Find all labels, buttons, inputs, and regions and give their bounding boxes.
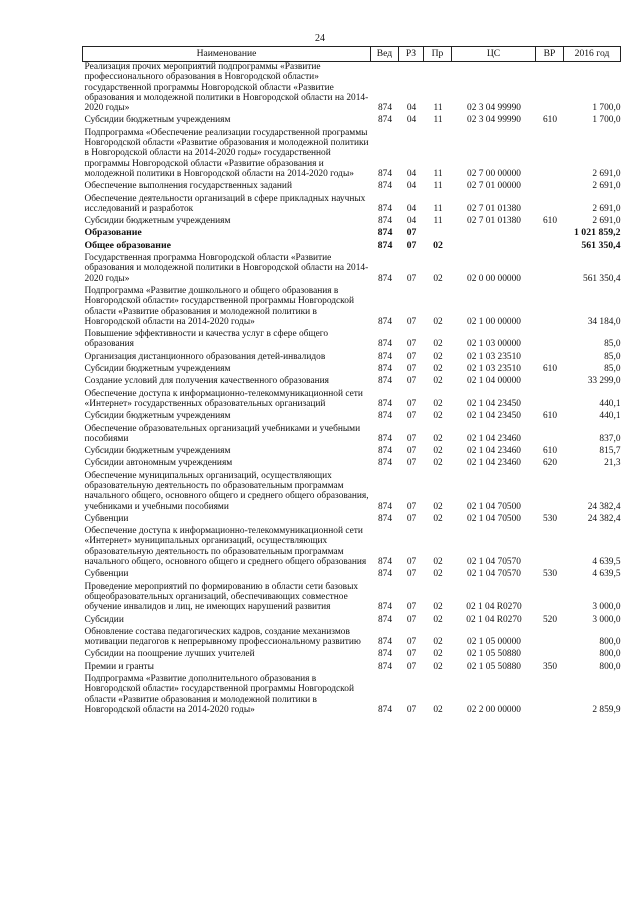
cell-ved: 874 — [377, 316, 393, 327]
cell-pr: 02 — [433, 569, 443, 580]
table-row — [83, 352, 621, 364]
table-row — [83, 674, 621, 717]
cell-vr — [536, 352, 564, 364]
cell-name: Субсидии бюджетным учреждениям — [84, 364, 231, 375]
cell-sum: 33 299,0 — [587, 376, 621, 387]
cell-cs: 02 7 01 00000 — [467, 181, 521, 192]
cell-cs: 02 1 05 50880 — [467, 649, 521, 660]
cell-name: Субсидии автономным учреждениям — [84, 458, 233, 469]
cell-vr: 530 — [542, 569, 558, 580]
cell-name: Субсидии на поощрение лучших учителей — [84, 649, 255, 660]
table-row — [83, 471, 621, 514]
cell-rz: 07 — [406, 339, 417, 350]
table-row — [83, 376, 621, 388]
cell-sum: 2 691,0 — [592, 168, 621, 179]
cell-ved: 874 — [377, 203, 393, 214]
table-row — [83, 458, 621, 470]
cell-name: Субсидии бюджетным учреждениям — [84, 411, 231, 422]
cell-vr — [536, 241, 564, 253]
cell-rz: 07 — [406, 273, 417, 284]
cell-sum: 4 639,5 — [592, 569, 621, 580]
cell-pr: 02 — [433, 602, 443, 613]
cell-vr: 520 — [542, 614, 558, 625]
cell-name: Обеспечение выполнения государственных заданий — [84, 181, 292, 192]
cell-pr: 11 — [433, 216, 443, 227]
table-row — [83, 389, 621, 412]
cell-sum: 24 382,4 — [587, 513, 621, 524]
cell-rz: 07 — [406, 501, 417, 512]
cell-ved: 874 — [377, 239, 393, 251]
cell-sum: 85,0 — [604, 339, 621, 350]
cell-ved: 874 — [377, 446, 393, 457]
cell-vr — [536, 471, 564, 514]
cell-sum: 800,0 — [599, 637, 621, 648]
cell-ved: 874 — [377, 637, 393, 648]
table-body — [83, 62, 621, 718]
cell-pr: 11 — [433, 115, 443, 126]
cell-ved: 874 — [377, 704, 393, 715]
cell-cs: 02 0 00 00000 — [467, 273, 521, 284]
cell-cs: 02 1 03 23510 — [467, 351, 521, 362]
cell-pr: 02 — [433, 501, 443, 512]
table-row — [83, 411, 621, 423]
cell-vr — [536, 424, 564, 447]
cell-pr: 02 — [433, 364, 443, 375]
cell-ved: 874 — [377, 103, 393, 114]
cell-pr: 02 — [433, 557, 443, 568]
cell-vr — [536, 286, 564, 329]
cell-pr: 02 — [433, 649, 443, 660]
cell-pr: 02 — [433, 239, 443, 251]
cell-rz: 07 — [406, 316, 417, 327]
table-row — [83, 194, 621, 217]
cell-cs: 02 1 04 23460 — [467, 446, 521, 457]
cell-pr: 11 — [433, 203, 443, 214]
table-row — [83, 62, 621, 116]
cell-name: Организация дистанционного образования детей-инвалидов — [84, 351, 326, 362]
cell-ved: 874 — [377, 216, 393, 227]
cell-ved: 874 — [377, 273, 393, 284]
cell-sum: 2 691,0 — [592, 181, 621, 192]
cell-pr: 11 — [433, 181, 443, 192]
cell-ved: 874 — [377, 649, 393, 660]
cell-sum: 2 859,9 — [592, 704, 621, 715]
cell-vr: 610 — [542, 364, 558, 375]
cell-cs: 02 1 04 23460 — [467, 458, 521, 469]
cell-sum: 561 350,4 — [583, 273, 621, 284]
cell-vr: 610 — [542, 411, 558, 422]
table-row — [83, 615, 621, 627]
cell-vr: 620 — [542, 458, 558, 469]
cell-rz: 07 — [406, 557, 417, 568]
cell-name: Субсидии бюджетным учреждениям — [84, 115, 231, 126]
cell-name: Подпрограмма «Развитие дополнительного образования в Новгородской области» государственной программы Новгородской области «Развитие образования и молодежной политики в Новгородской области на 2014-2020 годы» — [84, 674, 354, 715]
cell-name: Обеспечение муниципальных организаций, осуществляющих образовательную деятельность по образовательным программам начального общего, основного общего и среднего общего образования, учебниками и учебными пособиями — [84, 470, 369, 512]
table-row — [83, 329, 621, 352]
cell-vr — [536, 253, 564, 286]
cell-name: Обновление состава педагогических кадров, создание механизмов мотивации педагогов к непрерывному профессиональному развитию — [84, 626, 361, 648]
cell-rz: 04 — [406, 181, 417, 192]
cell-rz: 07 — [406, 637, 417, 648]
cell-vr — [536, 582, 564, 615]
header-pr: Пр — [424, 47, 452, 62]
budget-table — [82, 46, 621, 717]
cell-rz: 07 — [406, 602, 417, 613]
cell-pr: 02 — [433, 661, 443, 672]
cell-pr: 02 — [433, 376, 443, 387]
cell-ved: 874 — [377, 376, 393, 387]
cell-cs: 02 7 01 01380 — [467, 203, 521, 214]
cell-rz: 07 — [406, 411, 417, 422]
cell-vr: 610 — [542, 115, 558, 126]
cell-name: Обеспечение доступа к информационно-телекоммуникационной сети «Интернет» государственных образовательных организаций — [84, 388, 363, 409]
cell-sum: 837,0 — [599, 433, 621, 444]
header-cs: ЦС — [452, 47, 536, 62]
cell-sum: 561 350,4 — [581, 239, 621, 251]
cell-sum: 440,1 — [599, 411, 621, 422]
cell-name: Обеспечение образовательных организаций учебниками и учебными пособиями — [84, 423, 361, 444]
cell-ved: 874 — [377, 364, 393, 375]
cell-ved: 874 — [377, 661, 393, 672]
cell-name: Общее образование — [84, 239, 171, 251]
cell-rz: 07 — [406, 433, 417, 444]
cell-sum: 24 382,4 — [587, 501, 621, 512]
cell-ved: 874 — [377, 569, 393, 580]
table-row — [83, 627, 621, 650]
table-row — [83, 446, 621, 458]
cell-pr: 02 — [433, 273, 443, 284]
cell-rz: 07 — [406, 351, 417, 362]
table-row — [83, 286, 621, 329]
cell-rz: 04 — [406, 168, 417, 179]
table-row — [83, 569, 621, 581]
cell-rz: 07 — [406, 458, 417, 469]
page-number: 24 — [315, 33, 325, 44]
cell-pr: 11 — [433, 103, 443, 114]
cell-cs: 02 1 04 R0270 — [466, 602, 522, 613]
cell-vr — [536, 62, 564, 116]
cell-vr — [536, 674, 564, 717]
cell-name: Премии и гранты — [84, 661, 154, 672]
cell-cs: 02 1 04 70570 — [467, 557, 521, 568]
cell-ved: 874 — [377, 115, 393, 126]
table-row — [83, 181, 621, 193]
cell-sum: 1 021 859,2 — [573, 227, 621, 239]
table-header — [83, 47, 621, 62]
cell-ved: 874 — [377, 181, 393, 192]
cell-sum: 1 700,0 — [592, 115, 621, 126]
cell-vr — [536, 389, 564, 412]
cell-cs: 02 1 04 23460 — [467, 433, 521, 444]
cell-name: Проведение мероприятий по формированию в области сети базовых общеобразовательных организаций, обеспечивающих совместное обучение инвалидов и лиц, не имеющих нарушений развития — [84, 581, 359, 613]
cell-sum: 2 691,0 — [592, 203, 621, 214]
cell-name: Создание условий для получения качественного образования — [84, 376, 329, 387]
cell-pr: 02 — [433, 513, 443, 524]
cell-cs: 02 1 04 23450 — [467, 411, 521, 422]
cell-pr: 02 — [433, 411, 443, 422]
cell-rz: 07 — [406, 614, 417, 625]
cell-rz: 07 — [406, 446, 417, 457]
cell-cs: 02 7 00 00000 — [467, 168, 521, 179]
cell-cs: 02 2 00 00000 — [467, 704, 521, 715]
cell-name: Субсидии — [84, 614, 124, 625]
cell-pr — [424, 228, 452, 240]
cell-cs: 02 1 03 23510 — [467, 364, 521, 375]
cell-rz: 07 — [406, 661, 417, 672]
table-row — [83, 662, 621, 674]
cell-ved: 874 — [377, 433, 393, 444]
cell-sum: 815,7 — [599, 446, 621, 457]
cell-sum: 800,0 — [599, 661, 621, 672]
cell-ved: 874 — [377, 557, 393, 568]
cell-name: Государственная программа Новгородской области «Развитие образования и молодежной политики в Новгородской области на 2014-2020 годы» — [84, 253, 369, 284]
cell-rz: 07 — [406, 569, 417, 580]
cell-ved: 874 — [377, 411, 393, 422]
cell-name: Субвенции — [84, 569, 129, 580]
cell-pr: 02 — [433, 637, 443, 648]
cell-cs: 02 1 05 00000 — [467, 637, 521, 648]
cell-ved: 874 — [377, 398, 393, 409]
cell-cs: 02 7 01 01380 — [467, 216, 521, 227]
table-row — [83, 216, 621, 228]
header-ved: Вед — [371, 47, 399, 62]
cell-rz: 07 — [406, 704, 417, 715]
cell-vr: 350 — [542, 661, 558, 672]
cell-rz: 04 — [406, 115, 417, 126]
cell-rz: 04 — [406, 203, 417, 214]
cell-rz: 07 — [406, 398, 417, 409]
cell-vr: 610 — [542, 216, 558, 227]
cell-ved: 874 — [377, 339, 393, 350]
header-name: Наименование — [83, 47, 371, 62]
table-row — [83, 253, 621, 286]
cell-rz: 07 — [406, 239, 417, 251]
cell-vr: 530 — [542, 513, 558, 524]
cell-ved: 874 — [377, 458, 393, 469]
cell-vr — [536, 181, 564, 193]
cell-vr — [536, 627, 564, 650]
cell-name: Образование — [84, 227, 142, 239]
cell-pr: 02 — [433, 339, 443, 350]
table-row — [83, 424, 621, 447]
cell-cs: 02 3 04 99990 — [467, 115, 521, 126]
cell-name: Обеспечение доступа к информационно-телекоммуникационной сети «Интернет» муниципальных организаций, осуществляющих образовательную деятельность по образовательным программам начального общего, основного общего и среднего общего образования — [84, 526, 367, 568]
header-rz: РЗ — [399, 47, 424, 62]
cell-cs: 02 1 04 00000 — [467, 376, 521, 387]
cell-sum: 440,1 — [599, 398, 621, 409]
cell-vr — [536, 128, 564, 181]
cell-pr: 02 — [433, 433, 443, 444]
cell-rz: 07 — [406, 649, 417, 660]
cell-pr: 02 — [433, 316, 443, 327]
cell-cs: 02 1 04 70500 — [467, 513, 521, 524]
cell-ved: 874 — [377, 168, 393, 179]
header-year: 2016 год — [564, 47, 621, 62]
table-row — [83, 526, 621, 569]
cell-cs: 02 1 04 23450 — [467, 398, 521, 409]
cell-cs: 02 1 03 00000 — [467, 339, 521, 350]
table-row — [83, 649, 621, 661]
cell-pr: 02 — [433, 614, 443, 625]
table-row — [83, 228, 621, 240]
cell-pr: 02 — [433, 704, 443, 715]
cell-pr: 02 — [433, 446, 443, 457]
cell-sum: 4 639,5 — [592, 557, 621, 568]
cell-ved: 874 — [377, 614, 393, 625]
cell-cs: 02 1 05 50880 — [467, 661, 521, 672]
cell-vr — [536, 376, 564, 388]
cell-ved: 874 — [377, 227, 393, 239]
cell-cs — [452, 228, 536, 240]
cell-cs: 02 1 04 R0270 — [466, 614, 522, 625]
cell-vr — [536, 194, 564, 217]
cell-sum: 85,0 — [604, 364, 621, 375]
cell-vr: 610 — [542, 446, 558, 457]
cell-cs: 02 1 00 00000 — [467, 316, 521, 327]
cell-ved: 874 — [377, 602, 393, 613]
table-row — [83, 128, 621, 181]
cell-vr — [536, 649, 564, 661]
cell-sum: 3 000,0 — [592, 602, 621, 613]
cell-name: Субвенции — [84, 513, 129, 524]
cell-ved: 874 — [377, 501, 393, 512]
cell-vr — [536, 526, 564, 569]
cell-vr — [536, 228, 564, 240]
cell-sum: 1 700,0 — [592, 103, 621, 114]
header-vr: ВР — [536, 47, 564, 62]
cell-rz: 07 — [406, 513, 417, 524]
cell-cs: 02 1 04 70500 — [467, 501, 521, 512]
cell-name: Обеспечение деятельности организаций в сфере прикладных научных исследований и разработок — [84, 193, 366, 214]
cell-cs — [452, 241, 536, 253]
cell-vr — [536, 329, 564, 352]
cell-cs: 02 3 04 99990 — [467, 103, 521, 114]
cell-name: Реализация прочих мероприятий подпрограммы «Развитие профессионального образования в Новгородской области» государственной программы Новгородской области «Развитие образования и молодежной политики в Новгородской области на 2014-2020 годы» — [84, 62, 369, 114]
cell-name: Подпрограмма «Развитие дошкольного и общего образования в Новгородской области» государственной программы Новгородской области «Развитие образования и молодежной политики в Новгородской области на 2014-2020 годы» — [84, 285, 354, 327]
cell-pr: 02 — [433, 458, 443, 469]
cell-ved: 874 — [377, 513, 393, 524]
cell-rz: 04 — [406, 103, 417, 114]
cell-name: Повышение эффективности и качества услуг в сфере общего образования — [84, 329, 329, 350]
cell-name: Подпрограмма «Обеспечение реализации государственной программы Новгородской области «Развитие образования и молодежной политики в Новгородской области на 2014-2020 годы» государственной программы Новгородской области «Развитие образования и молодежной политики в Новгородской области на 2014-2020 годы» — [84, 127, 369, 179]
cell-cs: 02 1 04 70570 — [467, 569, 521, 580]
table-row — [83, 241, 621, 253]
cell-sum: 21,3 — [604, 458, 621, 469]
table-row — [83, 364, 621, 376]
cell-name: Субсидии бюджетным учреждениям — [84, 216, 231, 227]
table-row — [83, 582, 621, 615]
cell-rz: 07 — [406, 227, 417, 239]
cell-sum: 34 184,0 — [587, 316, 621, 327]
cell-sum: 2 691,0 — [592, 216, 621, 227]
cell-rz: 07 — [406, 376, 417, 387]
table-row — [83, 115, 621, 127]
table-row — [83, 514, 621, 526]
cell-sum: 3 000,0 — [592, 614, 621, 625]
cell-pr: 02 — [433, 351, 443, 362]
cell-pr: 02 — [433, 398, 443, 409]
cell-rz: 04 — [406, 216, 417, 227]
cell-rz: 07 — [406, 364, 417, 375]
cell-name: Субсидии бюджетным учреждениям — [84, 446, 231, 457]
cell-sum: 85,0 — [604, 351, 621, 362]
cell-sum: 800,0 — [599, 649, 621, 660]
cell-ved: 874 — [377, 351, 393, 362]
cell-pr: 11 — [433, 168, 443, 179]
